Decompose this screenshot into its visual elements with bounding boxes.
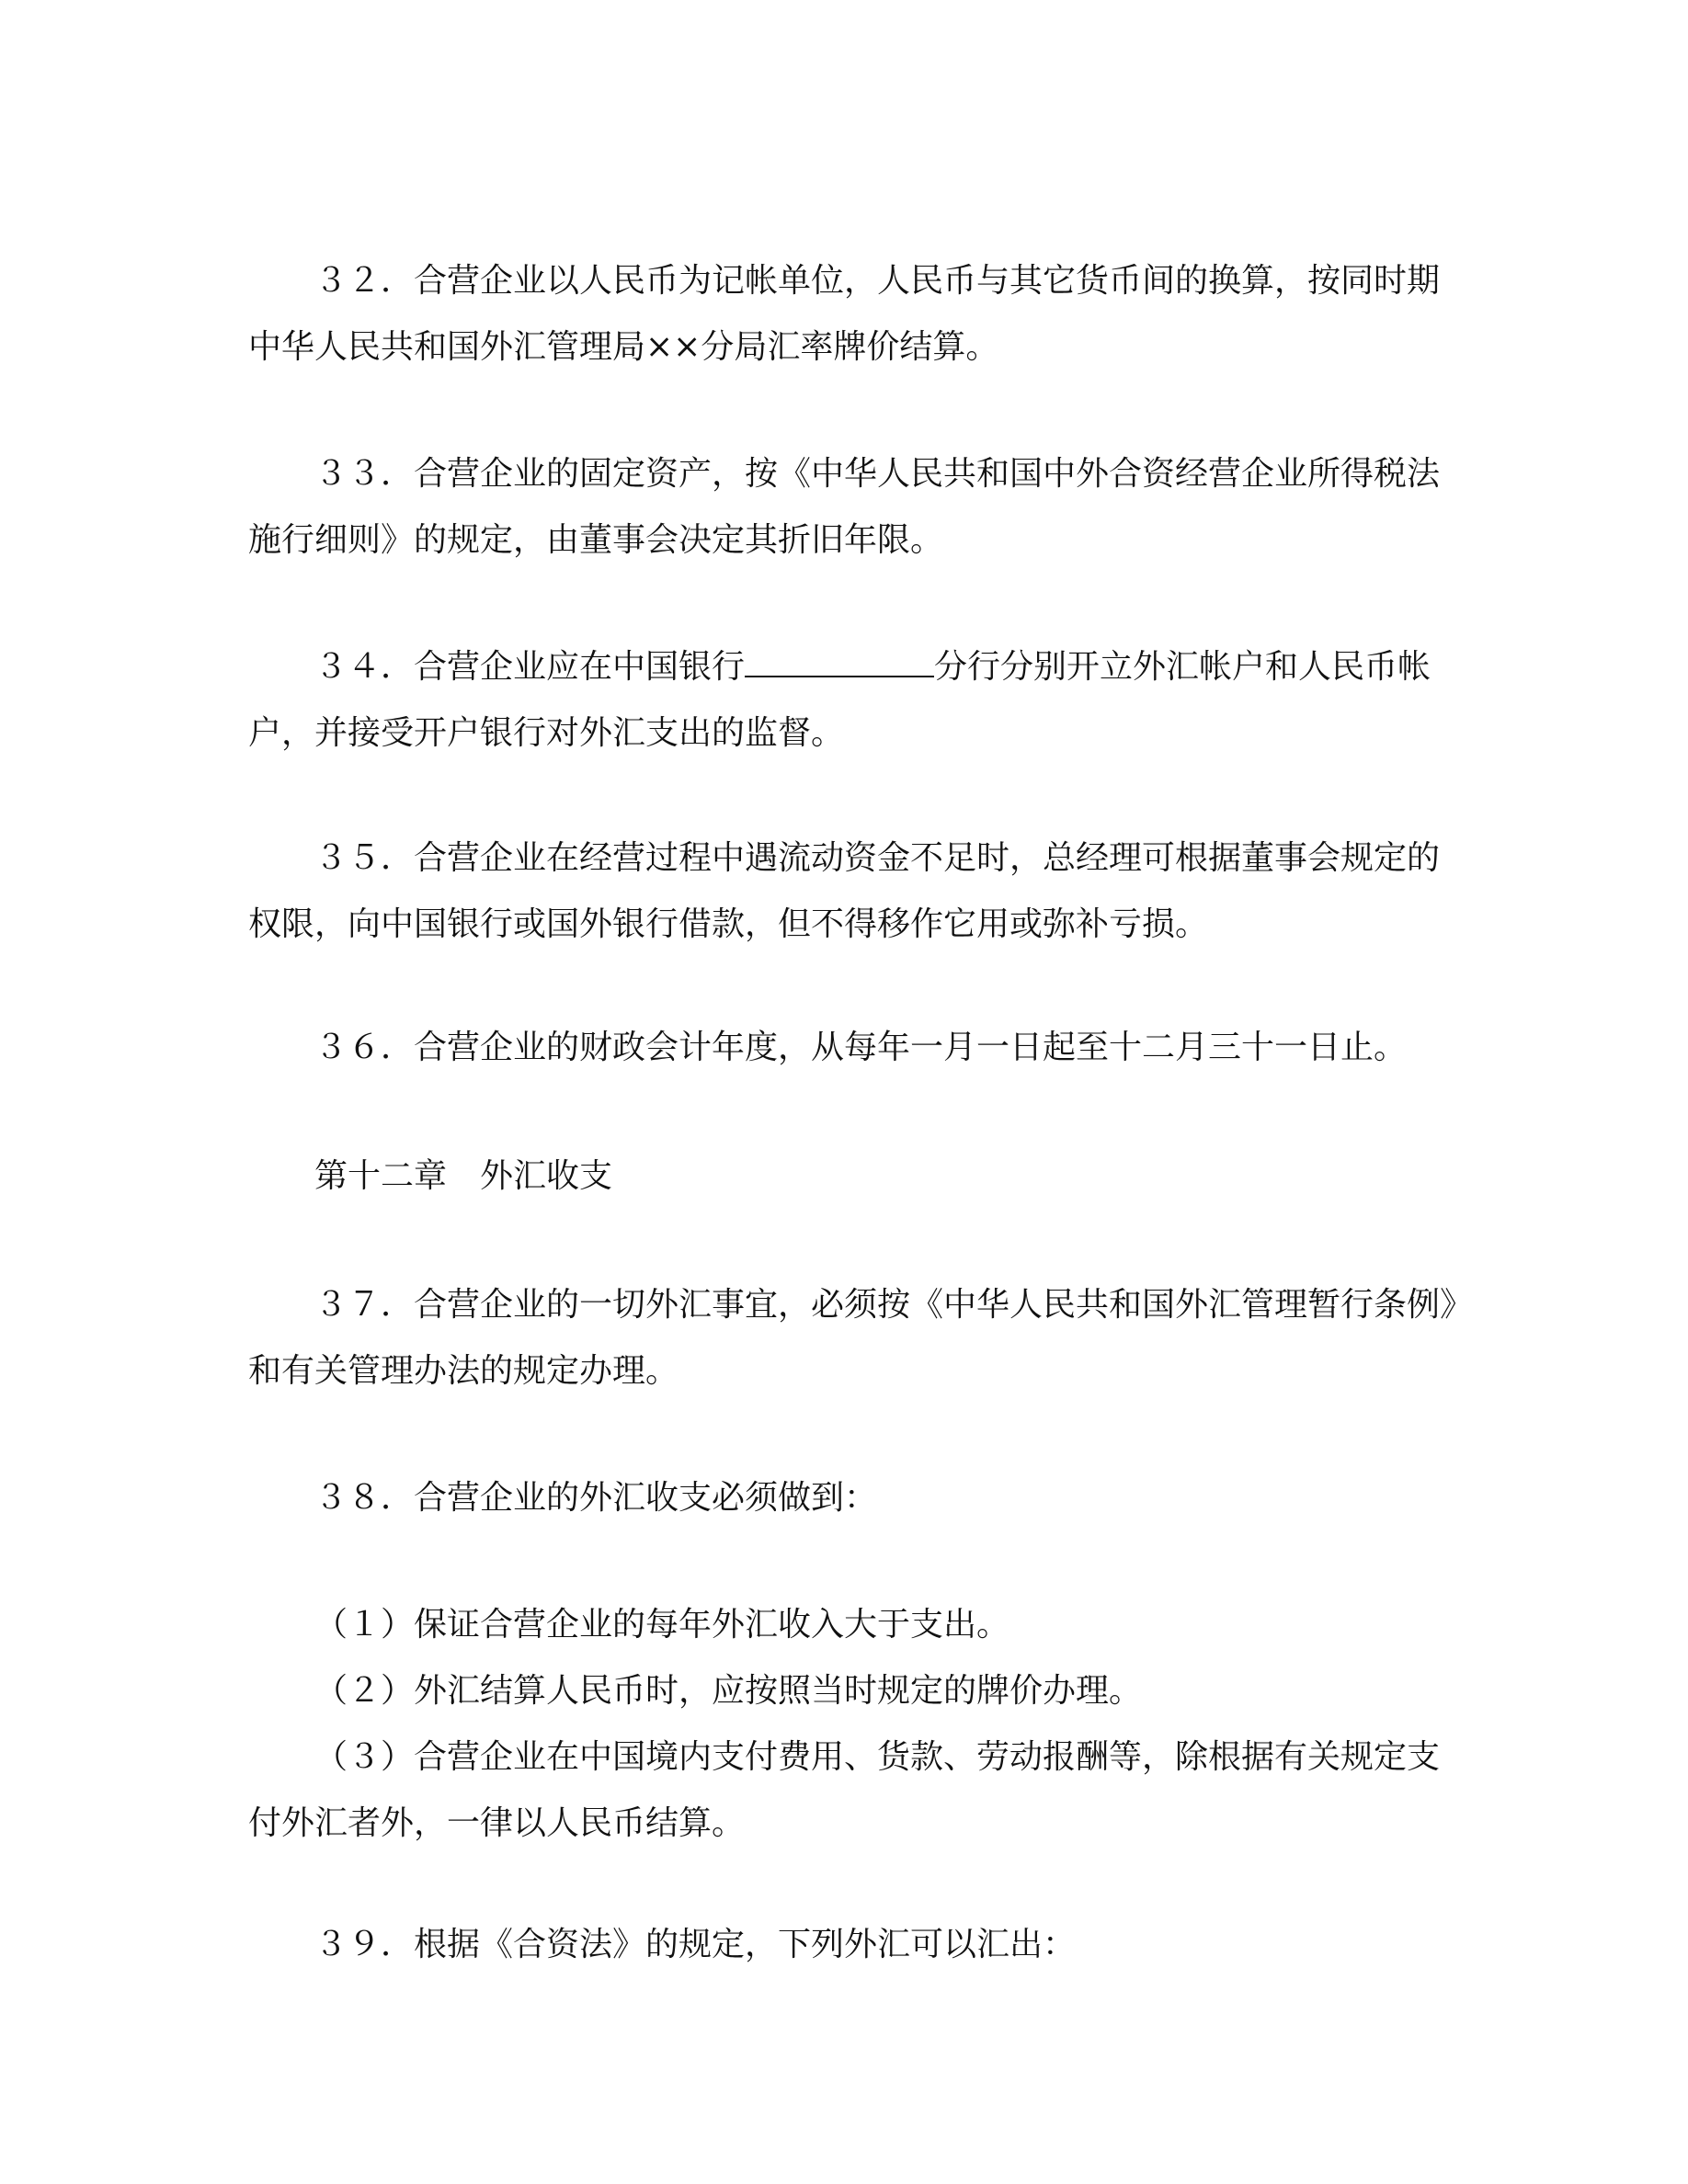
paragraph-line xyxy=(248,634,1434,700)
paragraph-line: 和有关管理办法的规定办理。 xyxy=(248,1352,679,1390)
paragraph-line: ３８．合营企业的外汇收支必须做到： xyxy=(314,1479,878,1517)
chapter-title: 第十二章 外汇收支 xyxy=(314,1157,613,1195)
paragraph-33 xyxy=(248,441,1441,574)
paragraph-line: 户，并接受开户银行对外汇支出的监督。 xyxy=(248,714,845,752)
paragraph-line: ３２．合营企业以人民币为记帐单位，人民币与其它货币间的换算，按同时期 xyxy=(314,262,1441,300)
paragraph-text: 分行分别开立外汇帐户和人民币帐 xyxy=(934,648,1431,686)
paragraph-line: ３３．合营企业的固定资产，按《中华人民共和国中外合资经营企业所得税法 xyxy=(314,455,1441,493)
paragraph-32 xyxy=(248,248,1441,381)
paragraph-text: ３４．合营企业应在中国银行 xyxy=(314,648,746,686)
list-item-continuation: 付外汇者外，一律以人民币结算。 xyxy=(248,1804,746,1842)
paragraph-39 xyxy=(248,1912,1434,1978)
list-block xyxy=(248,1592,1441,1857)
fill-in-blank xyxy=(745,635,934,677)
paragraph-line: ３６．合营企业的财政会计年度，从每年一月一日起至十二月三十一日止。 xyxy=(314,1029,1408,1066)
paragraph-line: 中华人民共和国外汇管理局××分局汇率牌价结算。 xyxy=(248,328,999,366)
paragraph-line: ３９．根据《合资法》的规定，下列外汇可以汇出： xyxy=(314,1926,1077,1963)
list-item: （３）合营企业在中国境内支付费用、货款、劳动报酬等，除根据有关规定支 xyxy=(314,1738,1441,1776)
paragraph-line: 施行细则》的规定，由董事会决定其折旧年限。 xyxy=(248,521,944,559)
list-item: （２）外汇结算人民币时，应按照当时规定的牌价办理。 xyxy=(314,1672,1143,1710)
chapter-heading xyxy=(248,1143,1434,1210)
paragraph-37 xyxy=(248,1272,1474,1405)
paragraph-36 xyxy=(248,1015,1434,1081)
paragraph-38 xyxy=(248,1465,1434,1531)
list-item: （１）保证合营企业的每年外汇收入大于支出。 xyxy=(314,1606,1010,1644)
paragraph-34 xyxy=(248,634,1434,767)
paragraph-line: 权限，向中国银行或国外银行借款，但不得移作它用或弥补亏损。 xyxy=(248,905,1209,943)
paragraph-35 xyxy=(248,825,1441,958)
paragraph-line: ３５．合营企业在经营过程中遇流动资金不足时，总经理可根据董事会规定的 xyxy=(314,839,1441,877)
paragraph-line: ３７．合营企业的一切外汇事宜，必须按《中华人民共和国外汇管理暂行条例》 xyxy=(314,1286,1474,1324)
